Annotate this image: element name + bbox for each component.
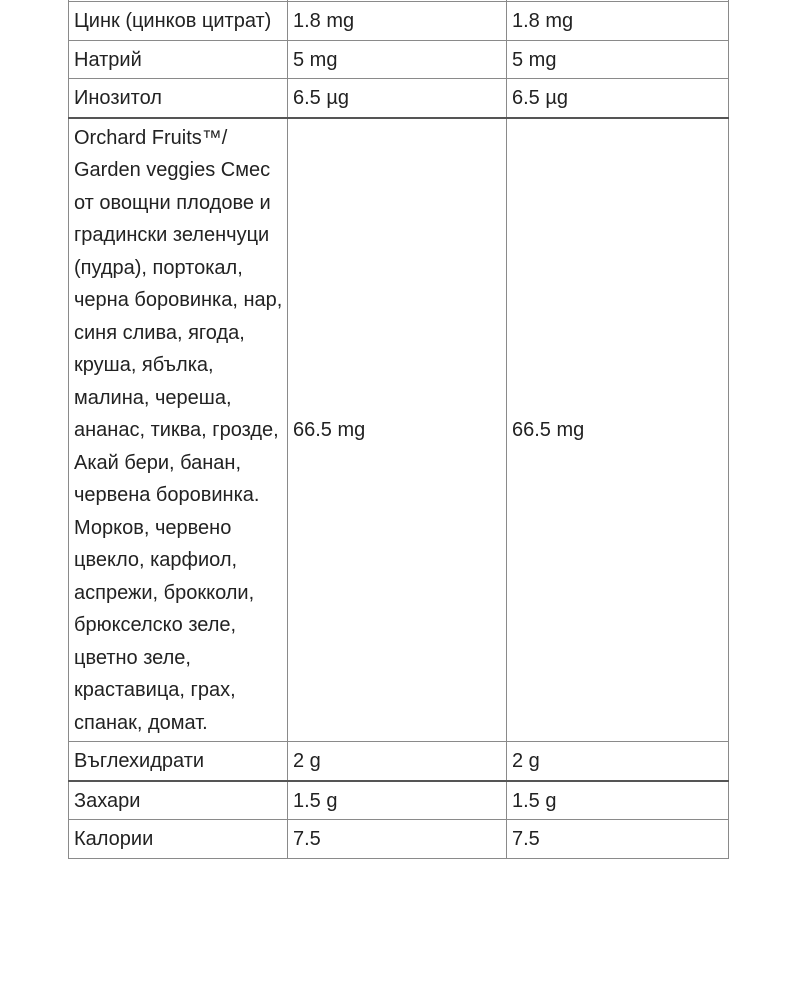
- ingredient-name: Цинк (цинков цитрат): [69, 2, 288, 41]
- ingredient-name: Калории: [69, 820, 288, 859]
- ingredient-name: Натрий: [69, 40, 288, 79]
- amount-value: 5 mg: [507, 40, 729, 79]
- amount-value: 66.5 mg: [507, 118, 729, 742]
- ingredient-name: Въглехидрати: [69, 742, 288, 781]
- amount-value: 1.8 mg: [507, 2, 729, 41]
- table-row: [69, 118, 729, 742]
- amount-value: 7.5: [507, 820, 729, 859]
- amount-value: 66.5 mg: [288, 118, 507, 742]
- ingredient-name: Захари: [69, 781, 288, 820]
- amount-value: 6.5 µg: [507, 79, 729, 118]
- amount-value: 1.5 g: [507, 781, 729, 820]
- ingredient-name: Инозитол: [69, 79, 288, 118]
- table-row: [69, 820, 729, 859]
- amount-value: 5 mg: [288, 40, 507, 79]
- amount-value: 2 g: [288, 742, 507, 781]
- ingredient-name: Orchard Fruits™/ Garden veggies Смес от овощни плодове и градински зеленчуци (пудра), портокал, черна боровинка, нар, синя слива, ягода, круша, ябълка, малина, череша, ананас, тиква, грозде, Акай бери, банан, червена боровинка. Морков, червено цвекло, карфиол, аспрежи, брокколи, брюкселско зеле, цветно зеле, краставица, грах, спанак, домат.: [69, 118, 288, 742]
- nutrition-table-container: [68, 0, 728, 859]
- nutrition-table: [68, 0, 729, 859]
- table-row: [69, 781, 729, 820]
- table-row: [69, 2, 729, 41]
- table-row: [69, 742, 729, 781]
- table-row: [69, 79, 729, 118]
- amount-value: 1.8 mg: [288, 2, 507, 41]
- amount-value: 7.5: [288, 820, 507, 859]
- amount-value: 2 g: [507, 742, 729, 781]
- amount-value: 1.5 g: [288, 781, 507, 820]
- table-row: [69, 40, 729, 79]
- amount-value: 6.5 µg: [288, 79, 507, 118]
